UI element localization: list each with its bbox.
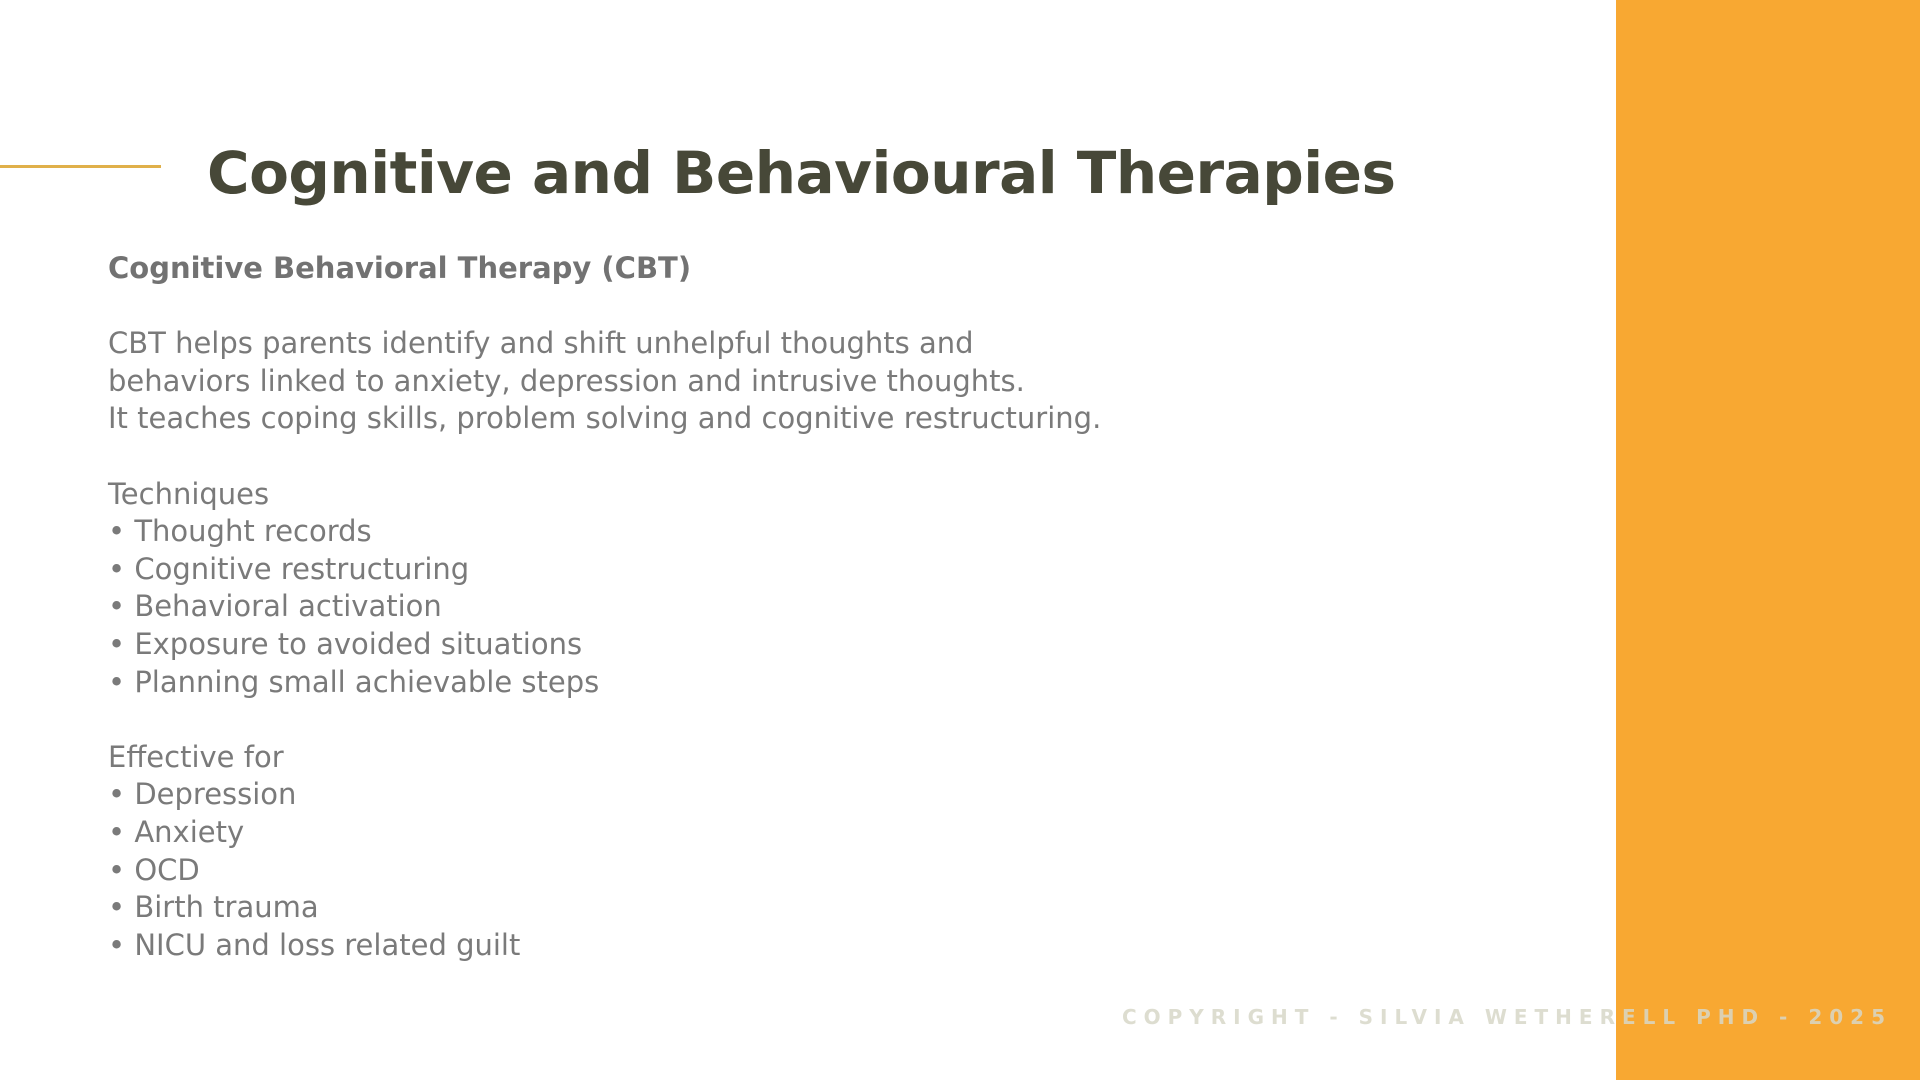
accent-side-panel <box>1616 0 1920 1080</box>
description-line: It teaches coping skills, problem solving and cognitive restructuring. <box>108 401 1102 436</box>
spacer <box>108 438 1258 476</box>
title-accent-line <box>0 165 161 168</box>
technique-item: • Thought records <box>108 514 372 549</box>
slide-content <box>108 250 1258 964</box>
spacer <box>108 288 1258 326</box>
technique-item: • Planning small achievable steps <box>108 664 600 699</box>
effective-for-item: • Depression <box>108 777 297 812</box>
techniques-label: Techniques <box>108 476 270 511</box>
description-line: behaviors linked to anxiety, depression and intrusive thoughts. <box>108 363 1025 398</box>
effective-for-label: Effective for <box>108 739 284 774</box>
section-subheading: Cognitive Behavioral Therapy (CBT) <box>108 251 692 285</box>
effective-for-item: • Anxiety <box>108 814 245 849</box>
technique-item: • Exposure to avoided situations <box>108 626 583 661</box>
effective-for-item: • NICU and loss related guilt <box>108 927 521 962</box>
copyright-footer: COPYRIGHT - SILVIA WETHERELL PHD - 2025 <box>1121 1005 1892 1029</box>
technique-item: • Cognitive restructuring <box>108 551 470 586</box>
page-title: Cognitive and Behavioural Therapies <box>207 139 1396 207</box>
technique-item: • Behavioral activation <box>108 589 442 624</box>
effective-for-item: • OCD <box>108 852 200 887</box>
effective-for-item: • Birth trauma <box>108 890 319 925</box>
spacer <box>108 701 1258 739</box>
description-line: CBT helps parents identify and shift unhelpful thoughts and <box>108 326 974 361</box>
